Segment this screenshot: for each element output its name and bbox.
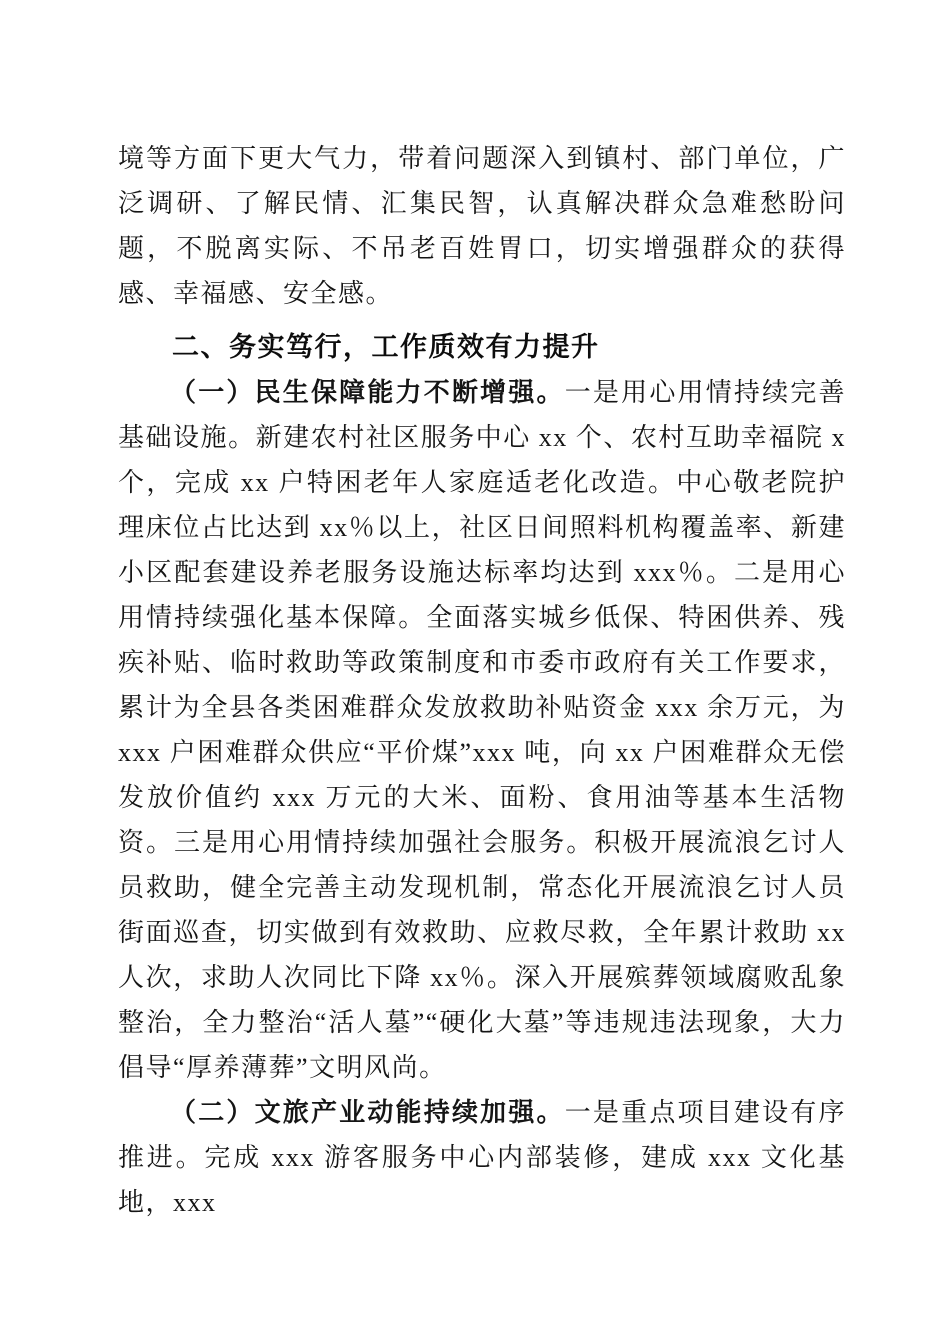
- paragraph-livelihood: [118, 370, 846, 1090]
- paragraph-continuation: [118, 136, 846, 316]
- paragraph-text: 境等方面下更大气力，带着问题深入到镇村、部门单位，广泛调研、了解民情、汇集民智，认真解决群众急难愁盼问题，不脱离实际、不吊老百姓胃口，切实增强群众的获得感、幸福感、安全感。: [118, 144, 846, 308]
- paragraph-text: 一是重点项目建设有序推进。完成 xxx 游客服务中心内部装修，建成 xxx 文化基地，xxx: [118, 1098, 846, 1217]
- sub-heading-2: （二）文旅产业动能持续加强。: [170, 1098, 565, 1127]
- paragraph-text: 一是用心用情持续完善基础设施。新建农村社区服务中心 xx 个、农村互助幸福院 x 个，完成 xx 户特困老年人家庭适老化改造。中心敬老院护理床位占比达到 xx％以上，社区日间照料机构覆盖率、新建小区配套建设养老服务设施达标率均达到 xxx％。二是用心用情持续强化基本保障。全面落实城乡低保、特困供养、残疾补贴、临时救助等政策制度和市委市政府有关工作要求，累计为全县各类困难群众发放救助补贴资金 xxx 余万元，为 xxx 户困难群众供应“平价煤”xxx 吨，向 xx 户困难群众无偿发放价值约 xxx 万元的大米、面粉、食用油等基本生活物资。三是用心用情持续加强社会服务。积极开展流浪乞讨人员救助，健全完善主动发现机制，常态化开展流浪乞讨人员街面巡查，切实做到有效救助、应救尽救，全年累计救助 xx 人次，求助人次同比下降 xx％。深入开展殡葬领域腐败乱象整治，全力整治“活人墓”“硬化大墓”等违规违法现象，大力倡导“厚养薄葬”文明风尚。: [118, 378, 846, 1082]
- paragraph-culture-tourism: [118, 1090, 846, 1225]
- sub-heading-1: （一）民生保障能力不断增强。: [170, 378, 565, 407]
- section-heading: 二、务实笃行，工作质效有力提升: [172, 332, 600, 362]
